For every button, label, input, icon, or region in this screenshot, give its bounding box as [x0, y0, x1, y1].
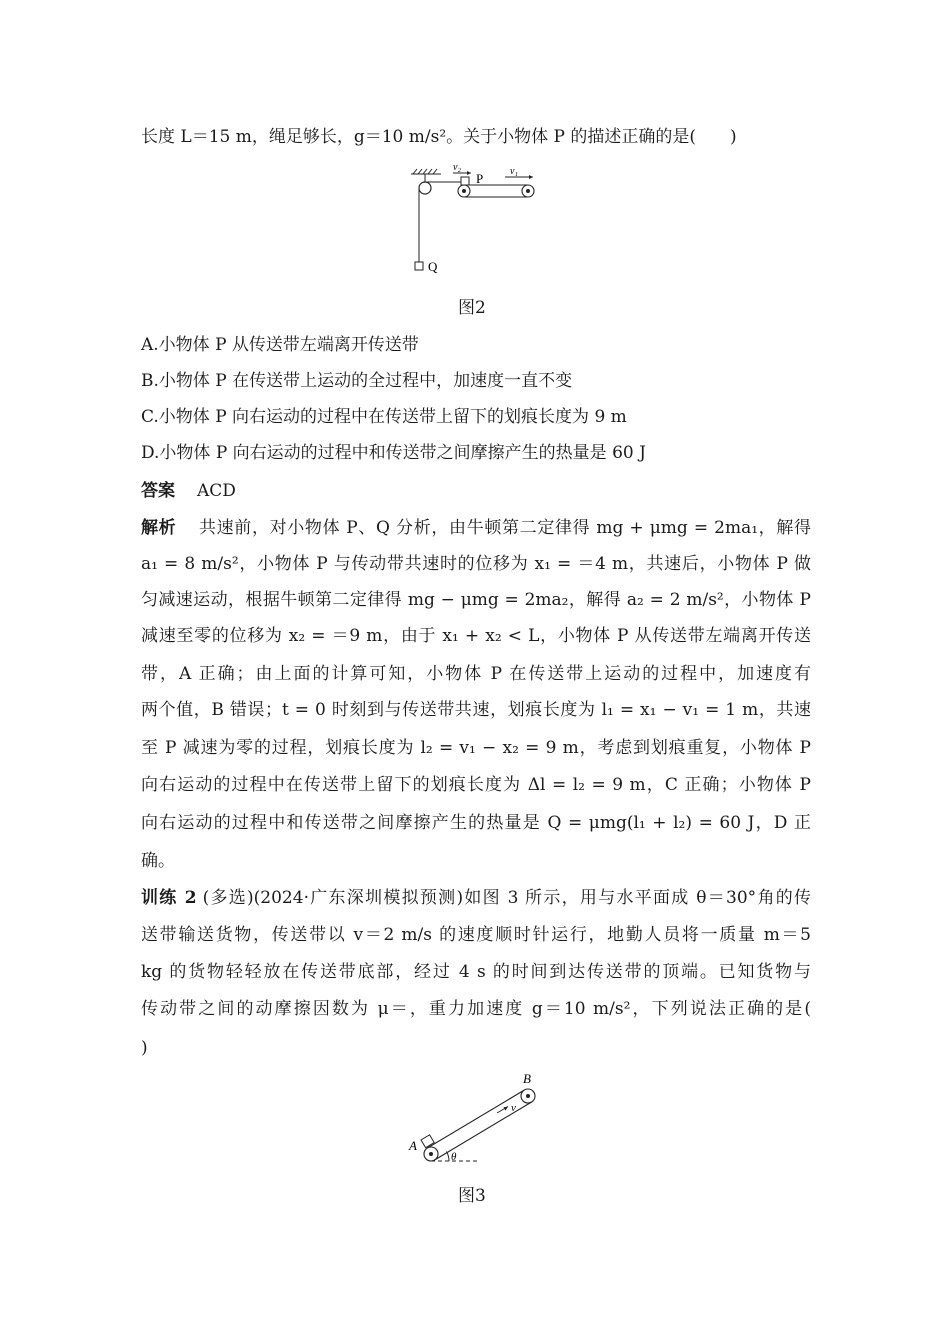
answer-row: [141, 479, 811, 503]
figure-2: [405, 158, 545, 280]
analysis-line-5: 带，A 正确；由上面的计算可知，小物体 P 在传送带上运动的过程中，加速度有: [141, 664, 811, 684]
analysis-line-9: 向右运动的过程中和传送带之间摩擦产生的热量是 Q = μmg(l₁ + l₂) = 60 J，D 正: [141, 813, 811, 833]
label-v2: v₂: [453, 162, 461, 173]
label-v1: v₁: [510, 166, 518, 177]
training-line-4: 传动带之间的动摩擦因数为 μ＝，重力加速度 g＝10 m/s²，下列说法正确的是(: [141, 999, 811, 1019]
analysis-line-8: 向右运动的过程中在传送带上留下的划痕长度为 Δl = l₂ = 9 m，C 正确；小物体 P: [141, 775, 811, 795]
training-line-5: ): [141, 1038, 148, 1058]
analysis-line-2: a₁ = 8 m/s²，小物体 P 与传动带共速时的位移为 x₁ = ＝4 m，共速后，小物体 P 做: [141, 554, 811, 574]
angle-arc: [446, 1152, 449, 1162]
question-stem: 长度 L＝15 m，绳足够长，g＝10 m/s²。关于小物体 P 的描述正确的是( ): [141, 127, 737, 147]
inclined-belt: [424, 1089, 535, 1161]
option-c: C.小物体 P 向右运动的过程中在传送带上留下的划痕长度为 9 m: [141, 407, 627, 427]
analysis-line-4: 减速至零的位移为 x₂ = ＝9 m，由于 x₁ + x₂ < L，小物体 P 从传送带左端离开传送: [141, 626, 811, 646]
answer-value: ACD: [197, 481, 236, 501]
label-q: Q: [428, 259, 438, 274]
analysis-line-6: 两个值，B 错误；t = 0 时刻到与传送带共速，划痕长度为 l₁ = x₁ − v₁ = 1 m，共速: [141, 700, 811, 720]
training-line-1: 训练 2 (多选)(2024·广东深圳模拟预测)如图 3 所示，用与水平面成 θ＝30°角的传: [141, 888, 811, 908]
analysis-line-3: 匀减速运动，根据牛顿第二定律得 mg − μmg = 2ma₂，解得 a₂ = 2 m/s²，小物体 P: [141, 590, 811, 610]
option-b: B.小物体 P 在传送带上运动的全过程中，加速度一直不变: [141, 371, 573, 391]
figure-3: [405, 1068, 545, 1168]
analysis-line-7: 至 P 减速为零的过程，划痕长度为 l₂ = v₁ − x₂ = 9 m，考虑到划痕重复，小物体 P: [141, 738, 811, 758]
figure-2-caption: 图2: [458, 298, 486, 318]
block-q: [415, 262, 423, 270]
label-v: v: [511, 1102, 516, 1114]
figure-3-caption: 图3: [458, 1186, 486, 1206]
option-d: D.小物体 P 向右运动的过程中和传送带之间摩擦产生的热量是 60 J: [141, 443, 646, 463]
analysis-line-10: 确。: [141, 851, 175, 871]
answer-label: 答案: [141, 481, 175, 501]
label-a: A: [409, 1138, 417, 1153]
cargo-block: [421, 1135, 434, 1148]
option-a: A.小物体 P 从传送带左端离开传送带: [141, 335, 419, 355]
training-line-3: kg 的货物轻轻放在传送带底部，经过 4 s 的时间到达传送带的顶端。已知货物与: [141, 962, 811, 982]
fixed-pulley: [419, 182, 431, 194]
conveyor-belt: [458, 185, 534, 197]
block-p: [461, 177, 469, 185]
ceiling-hatch: [411, 169, 441, 182]
label-b: B: [523, 1071, 531, 1086]
label-p: P: [476, 171, 484, 186]
training-label: 训练 2: [141, 888, 197, 908]
label-theta: θ: [451, 1151, 457, 1163]
analysis-line-1: 解析 共速前，对小物体 P、Q 分析，由牛顿第二定律得 mg + μmg = 2ma₁，解得: [141, 518, 812, 538]
analysis-label: 解析: [141, 518, 177, 538]
training-line-2: 送带输送货物，传送带以 v＝2 m/s 的速度顺时针运行，地勤人员将一质量 m＝5: [141, 925, 811, 945]
